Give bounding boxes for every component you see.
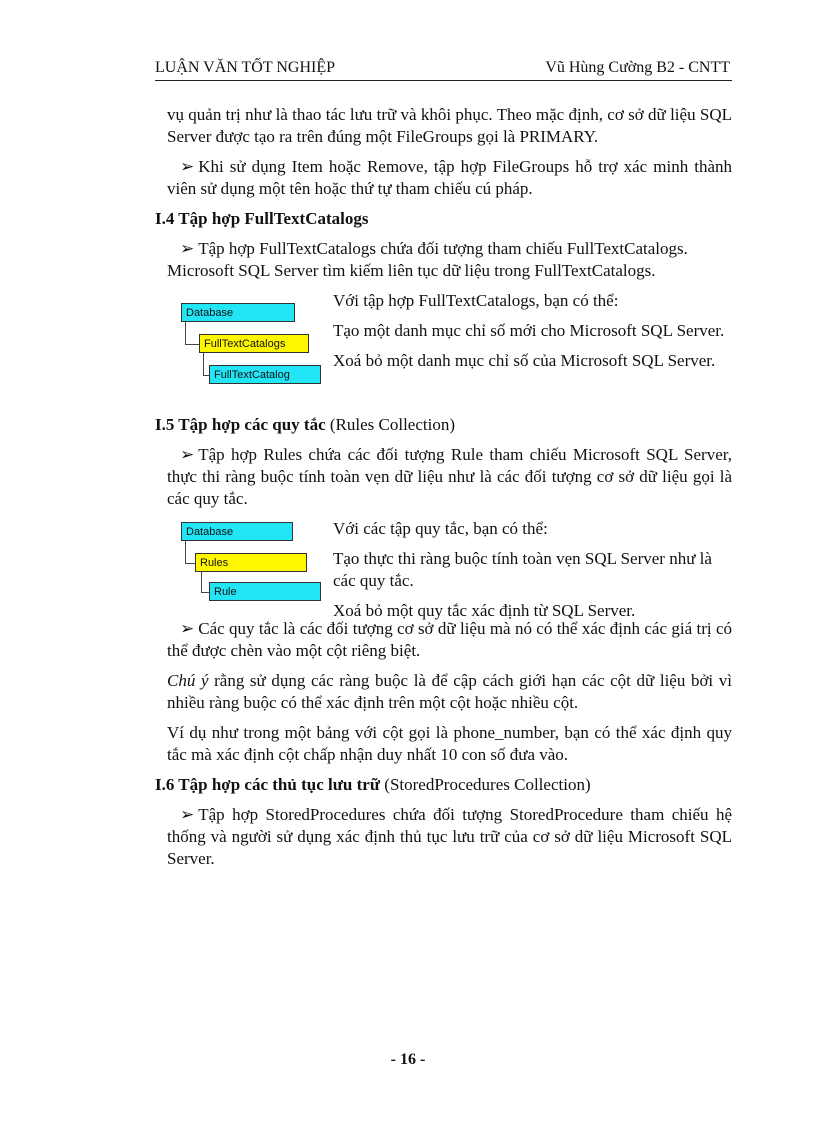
section-heading-4: I.4 Tập hợp FullTextCatalogs [155, 209, 369, 228]
arrow-bullet-icon: ➢ [180, 445, 195, 464]
s4-side-line-2: Tạo một danh mục chỉ số mới cho Microsoft SQL Server. [333, 321, 725, 340]
s4-figure-row [167, 290, 732, 408]
tree-node-fulltextcatalogs: FullTextCatalogs [199, 334, 309, 353]
section-heading-5: I.5 Tập hợp các quy tắc (Rules Collection) [155, 415, 456, 434]
section-heading-6: I.6 Tập hợp các thủ tục lưu trữ (StoredProcedures Collection) [155, 775, 591, 794]
tree-node-rules: Rules [195, 553, 307, 572]
header-author: Vũ Hùng Cường B2 - CNTT [545, 59, 730, 76]
s4-bullet-paragraph: ➢ Tập hợp FullTextCatalogs chứa đối tượng tham chiếu FullTextCatalogs. Microsoft SQL Server tìm kiếm liên tục dữ liệu trong FullTextCatalogs. [167, 239, 688, 280]
s5-side-line-1: Với các tập quy tắc, bạn có thể: [333, 519, 548, 538]
rules-tree-diagram [181, 522, 331, 622]
tree-node-database: Database [181, 303, 295, 322]
arrow-bullet-icon: ➢ [180, 619, 195, 638]
intro-bullet-paragraph: ➢ Khi sử dụng Item hoặc Remove, tập hợp FileGroups hỗ trợ xác minh thành viên sử dụng một tên hoặc thứ tự tham chiếu cú pháp. [167, 157, 732, 198]
s5-example-paragraph: Ví dụ như trong một bảng với cột gọi là phone_number, bạn có thể xác định quy tắc mà xác định cột chấp nhận duy nhất 10 con số đưa vào. [167, 723, 732, 764]
s5-side-line-3: Xoá bỏ một quy tắc xác định từ SQL Server. [333, 601, 636, 620]
s5-bullet-paragraph: ➢ Tập hợp Rules chứa các đối tượng Rule tham chiếu Microsoft SQL Server, thực thi ràng buộc tính toàn vẹn dữ liệu như là các đối tượng cơ sở dữ liệu gọi là các quy tắc. [167, 445, 732, 508]
s5-figure-row [167, 518, 732, 618]
tree-node-rule: Rule [209, 582, 321, 601]
s6-bullet-paragraph: ➢ Tập hợp StoredProcedures chứa đối tượng StoredProcedure tham chiếu hệ thống và người sử dụng xác định thủ tục lưu trữ của cơ sở dữ liệu Microsoft SQL Server. [167, 805, 732, 868]
s5-side-line-2: Tạo thực thi ràng buộc tính toàn vẹn SQL Server như là các quy tắc. [333, 549, 712, 590]
s4-side-line-3: Xoá bỏ một danh mục chỉ số của Microsoft SQL Server. [333, 351, 716, 370]
arrow-bullet-icon: ➢ [180, 157, 195, 176]
page-content [155, 104, 732, 878]
header-thesis-title: LUẬN VĂN TỐT NGHIỆP [155, 59, 335, 76]
tree-node-fulltextcatalog: FullTextCatalog [209, 365, 321, 384]
intro-paragraph: vụ quản trị như là thao tác lưu trữ và khôi phục. Theo mặc định, cơ sở dữ liệu SQL Server được tạo ra trên đúng một FileGroups gọi là PRIMARY. [167, 105, 732, 146]
s5-side-text [333, 518, 732, 630]
page-number: - 16 - [390, 1051, 426, 1068]
s5-bullet-paragraph-2: ➢ Các quy tắc là các đối tượng cơ sở dữ liệu mà nó có thể xác định các giá trị có thể được chèn vào một cột riêng biệt. [167, 619, 732, 660]
page-header [155, 56, 732, 81]
tree-node-database: Database [181, 522, 293, 541]
s5-note-paragraph: Chú ý rằng sử dụng các ràng buộc là để cập cách giới hạn các cột dữ liệu bởi vì nhiều ràng buộc có thể xác định trên một cột hoặc nhiều cột. [167, 671, 732, 712]
fulltextcatalogs-tree-diagram [181, 300, 331, 400]
s4-side-text [333, 290, 732, 380]
arrow-bullet-icon: ➢ [180, 805, 195, 824]
s4-side-line-1: Với tập hợp FullTextCatalogs, bạn có thể: [333, 291, 619, 310]
arrow-bullet-icon: ➢ [180, 239, 195, 258]
